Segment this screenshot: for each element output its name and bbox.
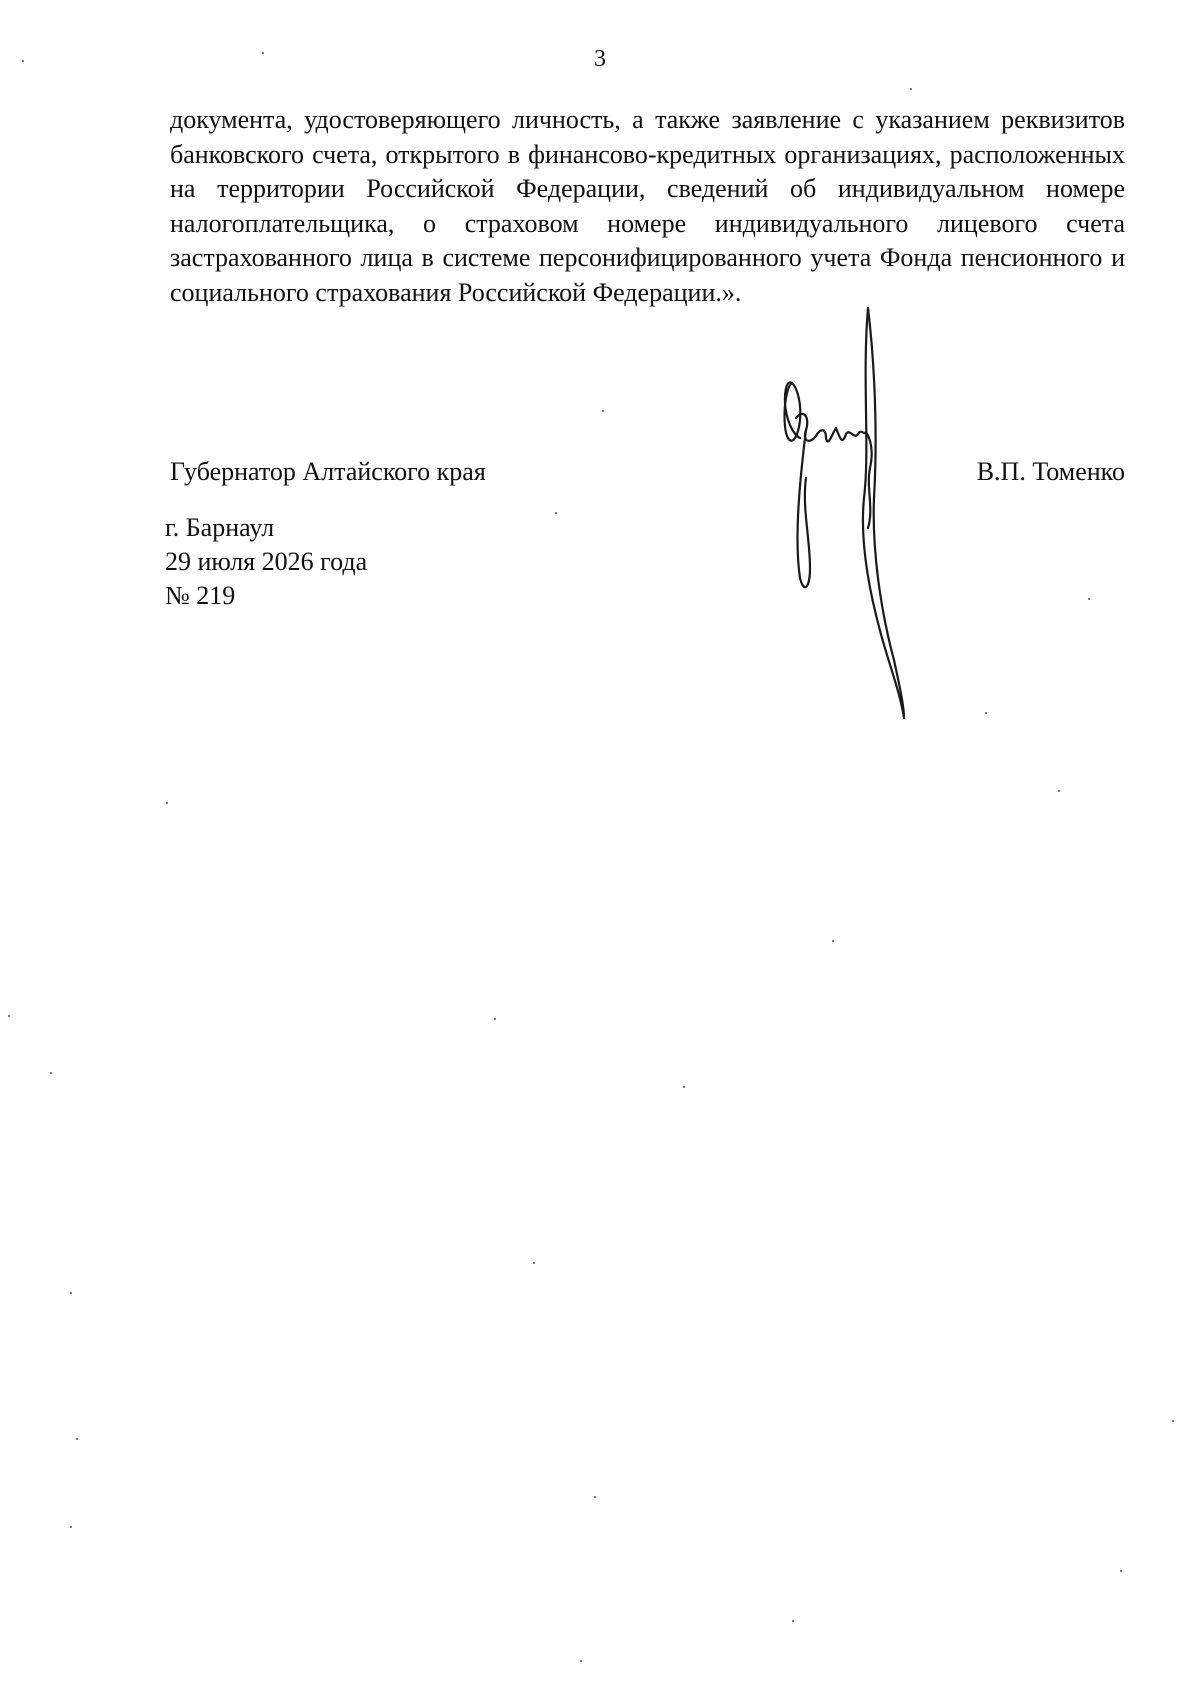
signer-name: В.П. Томенко	[976, 457, 1125, 486]
document-number: № 219	[165, 581, 236, 610]
document-city: г. Барнаул	[165, 513, 275, 542]
handwritten-signature-icon	[770, 288, 950, 728]
signer-title: Губернатор Алтайского края	[170, 457, 486, 486]
body-paragraph: документа, удостоверяющего личность, а также заявление с указанием реквизитов банковского счета, открытого в финансово-кредитных организациях, расположенных на территории Российской Федерации, сведений об индивидуальном номере налогоплательщика, о страховом номере индивидуального лицевого счета застрахованного лица в системе персонифицированного учета Фонда пенсионного и социального страхования Российской Федерации.».	[170, 105, 1125, 307]
page-number: 3	[594, 46, 606, 72]
document-meta	[165, 511, 367, 613]
document-date: 29 июля 2026 года	[165, 547, 368, 576]
